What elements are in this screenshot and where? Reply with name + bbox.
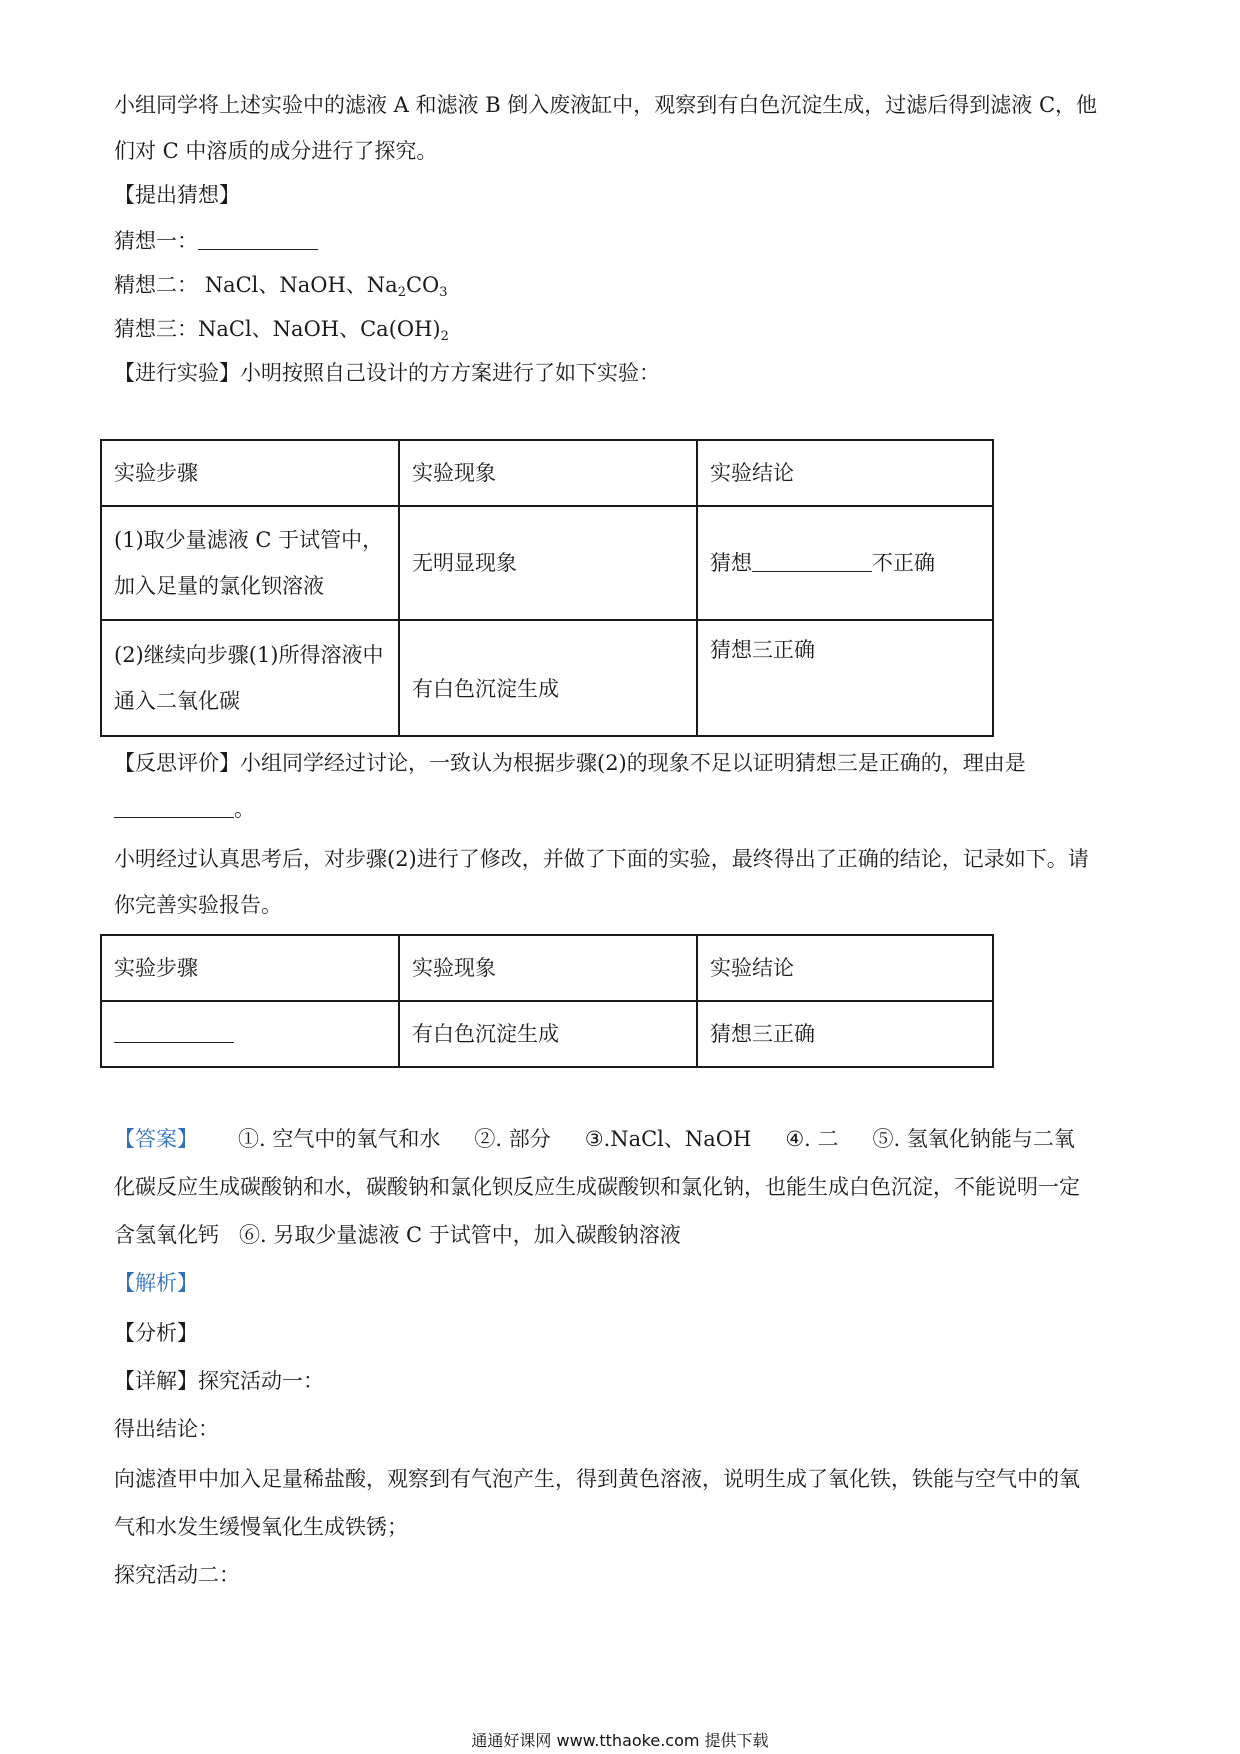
answer-blank (114, 1022, 234, 1043)
intro-line-2: 们对 C 中溶质的成分进行了探究。 (114, 139, 438, 163)
answer-item: ⑥. 另取少量滤液 C 于试管中，加入碳酸钠溶液 (239, 1223, 681, 1247)
answer-blank (198, 229, 318, 250)
table-cell-phenomenon: 无明显现象 (399, 506, 697, 620)
step-line: 通入二氧化碳 (114, 689, 240, 713)
body-line-1: 向滤渣甲中加入足量稀盐酸，观察到有气泡产生，得到黄色溶液，说明生成了氧化铁，铁能与空气中的氧 (114, 1467, 1080, 1491)
table-header-cell: 实验结论 (697, 935, 993, 1001)
answer-line-3 (114, 1220, 681, 1250)
reflection-line-1: 【反思评价】小组同学经过讨论，一致认为根据步骤(2)的现象不足以证明猜想三是正确的，理由是 (114, 751, 1026, 775)
table-cell-step (101, 1001, 399, 1067)
answer-line-1 (114, 1124, 1075, 1154)
fenxi-label: 【分析】 (114, 1321, 198, 1345)
hypothesis-2 (114, 270, 448, 300)
experiment-intro: 【进行实验】小明按照自己设计的方方案进行了如下实验： (114, 361, 660, 385)
table-cell-conclusion: 猜想三正确 (697, 1001, 993, 1067)
table-row (101, 620, 993, 736)
answer-blank (114, 797, 234, 818)
table-row (101, 506, 993, 620)
table-cell-conclusion: 猜想 不正确 (697, 506, 993, 620)
table-header-row (101, 935, 993, 1001)
answer-text: 含氢氧化钙 (114, 1223, 219, 1247)
table-cell-phenomenon: 有白色沉淀生成 (399, 620, 697, 736)
modification-line-1: 小明经过认真思考后，对步骤(2)进行了修改，并做了下面的实验，最终得出了正确的结论，记录如下。请 (114, 847, 1089, 871)
detail-heading: 【详解】探究活动一： (114, 1369, 324, 1393)
table-header-cell: 实验现象 (399, 935, 697, 1001)
table-cell-phenomenon: 有白色沉淀生成 (399, 1001, 697, 1067)
hypothesis-3 (114, 314, 449, 344)
answer-item: ②. 部分 (474, 1127, 551, 1151)
hypothesis-3-text: NaCl、NaOH、$Ca(OH)_2$ (198, 317, 449, 344)
body-line-2: 气和水发生缓慢氧化生成铁锈； (114, 1515, 408, 1539)
answer-item: ①. 空气中的氧气和水 (238, 1127, 441, 1151)
experiment-table-1 (100, 439, 994, 737)
page-footer: 通通好课网 www.tthaoke.com 提供下载 (471, 1731, 769, 1750)
hypothesis-1-label: 猜想一： (114, 229, 198, 253)
step-line: (2)继续向步骤(1)所得溶液中 (114, 643, 384, 667)
experiment-table-2 (100, 934, 994, 1068)
answer-item: ⑤. 氢氧化钠能与二氧 (872, 1127, 1075, 1151)
table-header-cell: 实验现象 (399, 440, 697, 506)
table-cell-step (101, 620, 399, 736)
answer-item: ③.NaCl、NaOH (584, 1127, 752, 1151)
modification-line-2: 你完善实验报告。 (114, 893, 282, 917)
intro-line-1: 小组同学将上述实验中的滤液 A 和滤液 B 倒入废液缸中，观察到有白色沉淀生成，过滤后得到滤液 C，他 (114, 93, 1098, 117)
hypothesis-2-label: 精想二： (114, 273, 198, 297)
conclusion-label: 得出结论： (114, 1417, 219, 1441)
hypothesis-2-text: NaCl、NaOH、$Na_2CO_3$ (204, 273, 448, 300)
analysis-label: 【解析】 (114, 1271, 198, 1295)
hypothesis-1 (114, 226, 318, 256)
step-line: 加入足量的氯化钡溶液 (114, 574, 324, 598)
table-header-cell: 实验步骤 (101, 440, 399, 506)
hypothesis-header: 【提出猜想】 (114, 183, 240, 207)
answer-line-2: 化碳反应生成碳酸钠和水，碳酸钠和氯化钡反应生成碳酸钡和氯化钠，也能生成白色沉淀，不能说明一定 (114, 1175, 1080, 1199)
answer-item: ④. 二 (785, 1127, 839, 1151)
hypothesis-3-label: 猜想三： (114, 317, 198, 341)
table-row (101, 1001, 993, 1067)
table-header-cell: 实验步骤 (101, 935, 399, 1001)
table-header-cell: 实验结论 (697, 440, 993, 506)
reflection-line-2: 。 (114, 794, 255, 824)
answer-label: 【答案】 (114, 1127, 198, 1151)
table-header-row (101, 440, 993, 506)
body-line-3: 探究活动二： (114, 1563, 240, 1587)
table-cell-step (101, 506, 399, 620)
answer-blank (752, 551, 872, 572)
step-line: (1)取少量滤液 C 于试管中， (114, 528, 384, 552)
table-cell-conclusion: 猜想三正确 (697, 620, 993, 736)
